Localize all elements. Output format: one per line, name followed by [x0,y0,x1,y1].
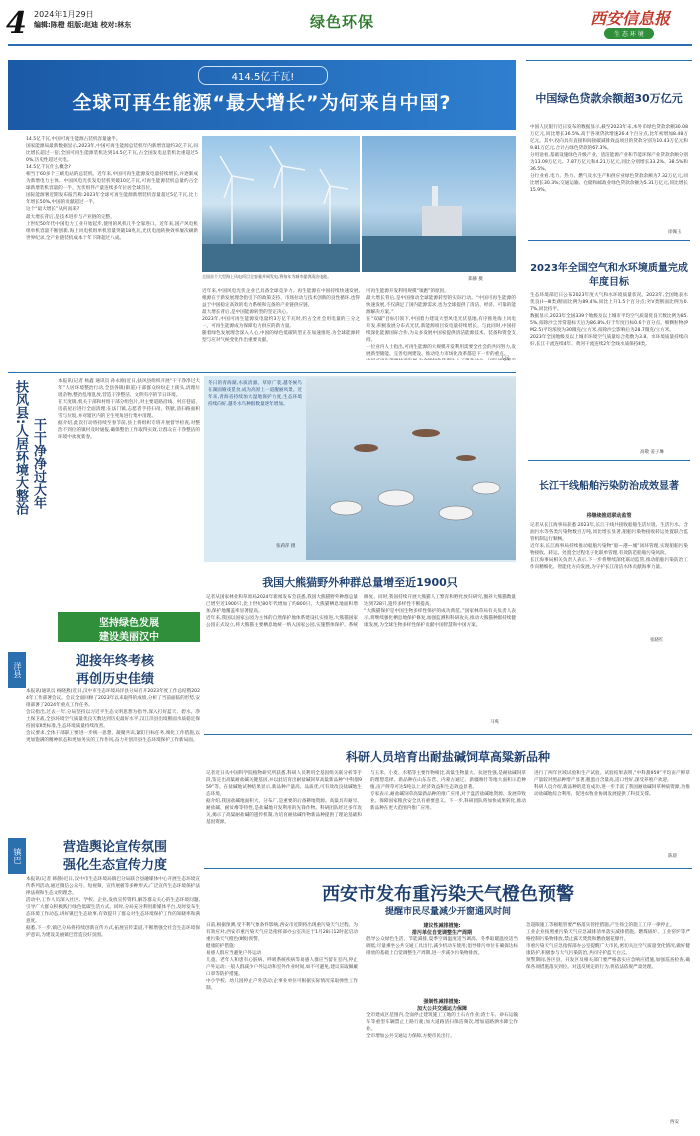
offshore-wind-photo [202,136,360,272]
divider [204,868,692,869]
page-header [0,0,700,58]
header-rule [8,44,692,46]
xian-col2-body-2: 全市建成区范围内,全面停止建筑施工工地的土石方作业;渣土车、砂石运输车等重型车辆禁止上路行驶;加大道路清扫保洁频次,增加道路洒水降尘作业。 全市增加公共交通运力保障,方便市民出行。 [366,1013,518,1040]
offshore-platform-icon [362,136,516,272]
research-title: 科研人员培育出耐盐碱饲草高粱新品种 [345,750,550,764]
yangxian-banner [58,612,200,642]
xian-col2-heading-1: 建议性减排措施: [423,923,461,929]
yangxian-banner-line2: 建设美丽汉中 [99,632,159,643]
right-low-subtitle: 将继续推进联动监管 [586,513,632,519]
xian-col2-heading-2: 排污单位自觉调整生产周期 [411,930,472,936]
research-body-left: 记者近日从中国科学院植物研究所获悉,科研人员利用全基因组关联分析等手段,鉴定出高粱耐盐碱关键基因,并以此培育出耐盐碱饲草高粱新品种“中科甜959”等。在盐碱地试种结果显示,新品种产量高、品质优,可有效改良盐碱地生态环境。 据介绍,我国盐碱地面积大、分布广,是重要的后备耕地资源。高粱具有耐旱、耐盐碱、耐贫瘠等特性,是盐碱地开发利用的先锋作物。科研团队经过多年攻关,揭示了高粱耐盐碱的遗传机制,为培育耐盐碱作物新品种提供了理论基础和基因资源。 [206,771,362,826]
lead-photo-credit: 郑赫 摄 [468,277,483,282]
yangxian-title-1: 迎接年终考核 [75,654,154,669]
zhenba-title-2: 强化生态宣传力度 [62,858,167,873]
right-top-title: 中国绿色贷款余额超30万亿元 [535,92,683,105]
banner-headline: 全球可再生能源“最大增长”为何来自中国? [72,92,452,114]
fufeng-vertical-title-1: 扶风县:人居环境大整治 [13,380,28,516]
fufeng-body: 本报讯(记者 杨鑫 通讯员 孙永刚)近日,扶风县组织开展“干干净净过大年”人居环境整治行动,全县各镇(街道)干部群众纷纷走上街头,清理垃圾杂物,整治乱堆乱放,营造干净整洁、文明有序的节日环境。 在天度镇,机关干部和村组干部分组包片,对主要道路沿线、村庄巷道、房前屋后进行全面清理;在法门镇,志愿者手持扫帚、铁锨,清扫路面积雪与垃圾,并对辖区内的卫生死角进行集中清理。 据介绍,此次行动将持续至春节前,县上将组织专班开展督导检查,对整治不到位的镇村及时通报,确保整治工作取得实效,让群众在干净整洁的环境中欢度新春。 [58,379,200,441]
xian-col2-body-1: 倡导公众绿色生活、节能减排,夏季空调温度适当调高、冬季取暖温度适当调低;尽量乘坐公共交通工具出行,减少机动车使用;倡导排污单位在确保达标排放的基础上自觉调整生产周期,进一步减少污染物排放。 [366,937,518,957]
header-column: 绿色环保 [310,13,375,31]
yangxian-title-2: 再创历史佳绩 [75,672,154,687]
yangxian-body: 本报讯(通讯员 杨晓燕)近日,汉中市生态环境局洋县分局召开2023年度工作总结暨2024年工作部署会议。会议全面回顾了2023年以来取得的成绩,分析了当前面临的形势,安排部署了2024年重点工作任务。 会议指出,过去一年,分局坚持以习近平生态文明思想为指导,深入打好蓝天、碧水、净土保卫战,全县环境空气质量优良天数达到历史最好水平,汉江洋县出境断面水质稳定保持国家Ⅱ类标准,生态环境质量持续改善。 会议要求,全体干部职工要进一步统一思想、凝聚共识,紧盯目标任务,细化工作措施,以更加饱满的精神状态和更加务实的工作作风,奋力开创洋县生态环境保护工作新局面。 [26,689,200,744]
research-body-mid: 与玉米、小麦、水稻等主要作物相比,高粱生物量大、抗逆性强,是耐盐碱饲草的理想选择。新品种在山东东营、内蒙古通辽、新疆喀什等地大面积示范种植,亩产鲜草可达5吨以上,经济效益和生态效益显著。 专家表示,耐盐碱饲草高粱新品种的推广应用,对于盘活盐碱地资源、发展草牧业、保障国家粮食安全具有重要意义。下一步,科研团队将加快成果转化,推动新品种在更大范围内推广应用。 [370,771,526,812]
banner-kicker: 414.5亿千瓦! [198,66,328,85]
xian-subtitle: 提醒市民尽量减少开窗通风时间 [384,907,511,917]
fufeng-vertical-title-2: 干干净净过大年 [31,418,46,509]
lead-byline: 人民 [500,356,511,362]
yangxian-tag: 洋县 [8,652,26,688]
page-number: 4 [6,6,27,41]
xian-byline: 西安 [670,1120,679,1125]
panda-byline: 马爽 [490,720,499,725]
offshore-photo-right [362,136,516,272]
yangxian-banner-line1: 坚持绿色发展 [99,618,159,629]
divider [528,240,690,241]
lead-article-col3-text: 可再生能源开发利用规模“领跑”的原因。 最大增长背后,是中国推动全球能源转型的实际行动。“中国可再生能源的快速发展,不仅满足了国内能源需求,也为全球提供了清洁、经济、可靠的能源解决方案。” 在“双碳”目标引领下,中国着力建设大型风电光伏基地,有序推进海上风电开发,积极发展分布式光伏,新能源项目发电量持续增长。与此同时,中国持续深化能源国际合作,为众多发展中国家提供清洁能源技术、装备和资金支持。 一位业内人士指出,可再生能源的大规模开发利用需要全社会的共同努力,发展新型储能、完善电网建设、推动电力市场化改革都是下一步的重点。 [366,289,516,358]
xian-title: 西安市发布重污染天气橙色预警 [322,884,574,905]
birds-photo [306,378,516,560]
lead-article-col1: 14.5亿千瓦,中国可再生能源占装机容量逾半。 国家能源局最新数据显示,2023年,中国可再生能源总装机年内新增容量约3亿千瓦,同比增长超过一倍;全国可再生能源装机达到14.5亿千瓦,占全国发电总装机比重超过50%,历史性超过火电。 14.5亿千瓦什么概念? 相当于60多个三峡电站的总装机。近年来,中国可再生能源发电量持续增长,并逐渐成为新增电力主体。中国风电光伏发电装机突破10亿千瓦,可再生能源装机总量约占全球新增装机容量的一半。光伏组件产量连续多年位居全球首位。 国际能源署近期发布报告称:2023年全球可再生能源新增装机容量超过5亿千瓦,比上年增长50%,中国的贡献超过一半。 这个“最大增长”从何而来? 最大增长背后,是技术进步与产业链的完整。 上世纪50年代中国电力工业开始起步,使用的风机几乎全靠进口。近年来,国产风电机组单机容量不断创新,海上风电机组单机容量突破18兆瓦,光伏电池转换效率屡次刷新世界纪录,全产业链装机成本十年下降超过八成。 [26,137,198,241]
right-low-title: 长江干线船舶污染防治成效显著 [539,481,679,492]
xian-col2-heading-4: 加大公共交通运力保障 [416,1006,467,1012]
divider [204,734,692,735]
right-mid-body: 生态环境部近日公布2023年度大气和水环境质量状况。2023年,全国地表水优良(Ⅰ—Ⅲ类)断面比例为89.4%,同比上升1.5个百分点;劣Ⅴ类断面比例为0.7%,同比持平。 数据显示,2023年全国339个地级及以上城市平均空气质量优良天数比例为85.5%,扣除沙尘异常超标天后为86.8%,好于年度目标0.6个百分点。细颗粒物(PM2.5)平均浓度为30微克/立方米,扣除沙尘影响后为28.7微克/立方米。 2023年全国地级及以上城市环境空气质量综合指数为3.8。水环境质量持续向好,长江干流连续4年、黄河干流连续2年全线水质保持Ⅱ类。 [530,293,688,348]
lead-article-col2: 近年来,中国风电光伏企业已具备全球竞争力。再生能源在中国持续快速发展,根源在于新发展理念指引下的政策支持、市场拉动与技术创新的良性循环,也得益于中国稳定高效的电力系统和完备的产业链供应链。 最大增长背后,是中国能源转型的坚定决心。 2023年,中国可再生能源发电量约3万亿千瓦时,约占全社会用电量的三分之一。可再生能源成为保障电力供应的新力量。 随着绿色发展理念深入人心,中国的绿色低碳转型正在加速推进,为全球能源转型与应对气候变化作出重要贡献。 [202,289,360,344]
swan-icon [306,378,516,560]
xian-col3: 急超限施工等极粗管要严格落实管控措施,产生扬尘的施工工序一律停止。 工业企业按照重污染天气应急减排清单落实减排措施。燃煤锅炉、工业窑炉等严格控制污染物排放,禁止露天焚烧和燃放烟花爆竹。 市重污染天气应急指挥部办公室提醒广大市民,密切关注空气质量变化情况,做好健康防护,积极参与大气污染防治,共同守护蓝天白云。 预警期间,各区县、开发区及相关部门要严格落实应急响应措施,加强巡查检查,确保各项措施落实到位。对违反规定的行为,将依法依规严肃处理。 [526,923,690,971]
birds-caption: 冬日的青海湖,水质清澈、草原广袤,越冬候鸟在湖面嬉戏觅食,成为高原上一道靓丽风景。近年来,青海省持续加大湿地保护力度,生态环境持续向好,越冬水鸟种群数量逐年增加。 [208,381,302,407]
right-column-bg [526,60,692,61]
birds-credit: 张莉萍 摄 [276,544,296,549]
headline-banner [8,60,516,130]
right-top-byline: 徐佩玉 [668,230,682,235]
right-low-byline: 张晓红 [650,638,664,643]
right-mid-title: 2023年全国空气和水环境质量完成年度目标 [530,263,688,288]
research-body-right: 进行了两年区域试验和生产试验。试验结果表明,“中科甜959”平均亩产鲜草产量较对照品种增产显著,粗蛋白含量高,适口性好,深受养殖户欢迎。 科研人员介绍,新品种的选育成功,进一步丰富了我国耐盐碱饲草种质资源,为推动盐碱地综合利用、促进农牧业协调发展提供了科技支撑。 [534,771,690,798]
wind-turbine-icon [202,136,360,272]
paper-logo: 西安信息报 [590,9,671,28]
divider [8,372,516,373]
divider [528,460,690,461]
header-editors: 编辑:陈橙 组版:赵迪 校对:林东 [34,21,132,29]
header-date: 2024年1月29日 [34,10,94,19]
panda-title: 我国大熊猫野外种群总量增至近1900只 [262,576,458,589]
right-mid-byline: 高敬 姜子琳 [640,450,664,455]
paper-logo-sub: 生 态 环 境 [604,28,654,39]
zhenba-title-1: 营造舆论宣传氛围 [62,840,167,855]
xian-col1: 日前,根据预测,受不利气象条件影响,西安市近期将出现重污染天气过程。为有效应对,西安市重污染天气应急指挥部办公室决定于1月28日12时起启动重污染天气橙色(Ⅱ级)预警。 健康防护措施: 易感人群应当避免户外运动 儿童、老年人和患有心脏病、呼吸系统疾病等易感人群应当留在室内,停止户外运动;一般人群减少户外运动和室外作业时间,如不可避免,建议采取佩戴口罩等防护措施。 中小学校、幼儿园停止户外活动;企事业单位可根据实际情况采取弹性工作制。 [206,923,358,992]
research-byline: 陈晨 [668,854,677,859]
xian-col2-heading-3: 强制性减排措施: [423,999,461,1005]
xian-col2 [366,922,518,1128]
lead-photo-caption: 全国首个大型海上风电项目全容量并网发电,将每年为城市提供清洁电能。 [202,274,332,279]
zhenba-body: 本报讯(记者 韩静)近日,汉中市生态环境局镇巴分局联合县融媒体中心开展生态环境宣传系列活动,通过微信公众号、短视频、宣传展板等多种形式,广泛宣传生态环境保护法律法规和生态文明理念。 活动中,工作人员深入社区、学校、企业,发放宣传资料,解答群众关心的生态环境问题,引导广大群众积极践行绿色低碳生活方式。同时,分局充分利用新媒体平台,及时发布生态环境工作动态,讲好镇巴生态故事,有效提升了群众对生态环境保护工作的知晓率和满意度。 据悉,下一步,镇巴分局将持续创新宣传方式,拓展宣传渠道,不断增强全社会生态环境保护意识,为建设美丽镇巴营造良好氛围。 [26,877,200,939]
zhenba-tag: 镇巴 [8,838,26,874]
right-low-body: 记者从长江海事局获悉:2023年,长江干线共接收船舶生活垃圾、生活污水、含油污水等各类污染物数百万吨,同比增长显著,船舶污染物接收转运处置联合监管机制运行顺畅。 近年来,长江海事局持续推动船舶污染物“船—港—城”闭环管理,实现船舶污染物接收、转运、处置全过程电子化联单管理,有效防范船舶污染风险。 长江海事局相关负责人表示,下一步将继续深化联动监管,推动船舶污染防治工作向精细化、智能化方向发展,为守护长江清洁水体贡献海事力量。 [530,523,688,571]
right-top-body: 中国人民银行近日发布的数据显示,截至2023年末,本外币绿色贷款余额30.08万亿元,同比增长36.5%,高于各项贷款增速26.4个百分点,比年初增加8.48万亿元。其中,投向具有直接和间接碳减排效益项目的贷款分别为10.43万亿元和9.81万亿元,合计占绿色贷款的67.3%。 分用途看,基础设施绿色升级产业、清洁能源产业和节能环保产业贷款余额分别为13.09万亿元、7.87万亿元和4.21万亿元,同比分别增长33.2%、38.5%和36.5%。 分行业看,电力、热力、燃气及水生产和供应业绿色贷款余额为7.32万亿元,同比增长30.3%;交通运输、仓储和邮政业绿色贷款余额为5.31万亿元,同比增长15.9%。 [530,125,688,194]
panda-body: 记者从国家林业和草原局2024年新闻发布会获悉,我国大熊猫野外种群总量已增至近1900只,比上世纪80年代增加了约800只。大熊猫栖息地面积增加,保护地覆盖率显著提高。 近年来,我国以国家公园为主体的自然保护地体系建设扎实推进,大熊猫国家公园正式设立,将大熊猫主要栖息地统一纳入国家公园,实施整体保护、系统修复。同时,我国持续开展大熊猫人工繁育和野化放归研究,圈养大熊猫数量达到728只,遗传多样性不断提高。 “大熊猫保护是中国生物多样性保护的成功典范。”国家林草局有关负责人表示,将继续强化栖息地保护修复,加强监测和科研攻关,推动大熊猫种群持续健康发展,为全球生物多样性保护贡献中国智慧和中国方案。 [206,595,516,629]
